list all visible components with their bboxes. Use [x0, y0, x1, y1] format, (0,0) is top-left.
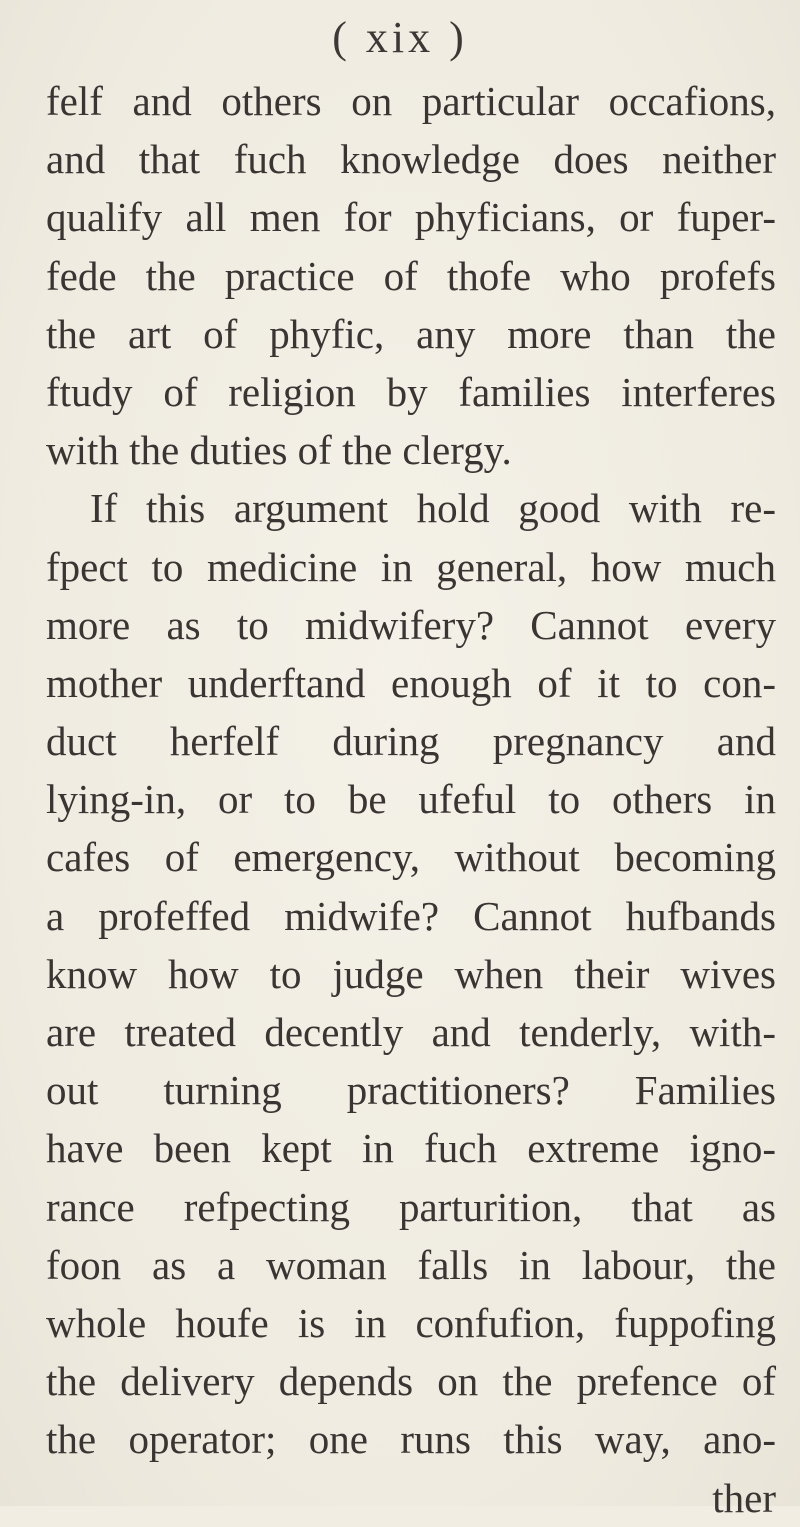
text-line: fpect to medicine in general, how much: [46, 543, 776, 590]
text-line: cafes of emergency, without becoming: [46, 834, 776, 881]
text-line: have been kept in fuch extreme igno-: [46, 1125, 776, 1172]
page-header: ( xix ): [332, 13, 468, 62]
text-line: duct herfelf during pregnancy and: [46, 718, 776, 765]
text-line: out turning practitioners? Families: [46, 1067, 776, 1114]
text-line: more as to midwifery? Cannot every: [46, 601, 776, 648]
text-line: know how to judge when their wives: [46, 950, 776, 997]
text-line: mother underftand enough of it to con-: [46, 659, 776, 706]
text-line: qualify all men for phyficians, or fuper-: [46, 194, 776, 241]
text-line: lying-in, or to be ufeful to others in: [46, 776, 776, 823]
text-line: rance refpecting parturition, that as: [46, 1183, 776, 1230]
text-line: with the duties of the clergy.: [46, 427, 512, 474]
text-line: fede the practice of thofe who profefs: [46, 252, 776, 299]
text-line: a profeffed midwife? Cannot hufbands: [46, 892, 776, 939]
text-line: the delivery depends on the prefence of: [46, 1358, 776, 1405]
text-line: foon as a woman falls in labour, the: [46, 1241, 776, 1288]
text-line: whole houfe is in confufion, fuppofing: [46, 1299, 776, 1346]
text-line: the operator; one runs this way, ano-: [46, 1416, 776, 1463]
text-line: are treated decently and tenderly, with-: [46, 1009, 776, 1055]
paragraph-start-line: If this argument hold good with re-: [90, 485, 776, 532]
text-line: felf and others on particular occafions,: [46, 78, 776, 124]
text-line: the art of phyfic, any more than the: [46, 310, 776, 357]
catchword: ther: [712, 1474, 776, 1521]
page-body: [46, 72, 776, 1527]
text-line: ftudy of religion by families interferes: [46, 368, 776, 415]
text-line: and that fuch knowledge does neither: [46, 136, 776, 183]
